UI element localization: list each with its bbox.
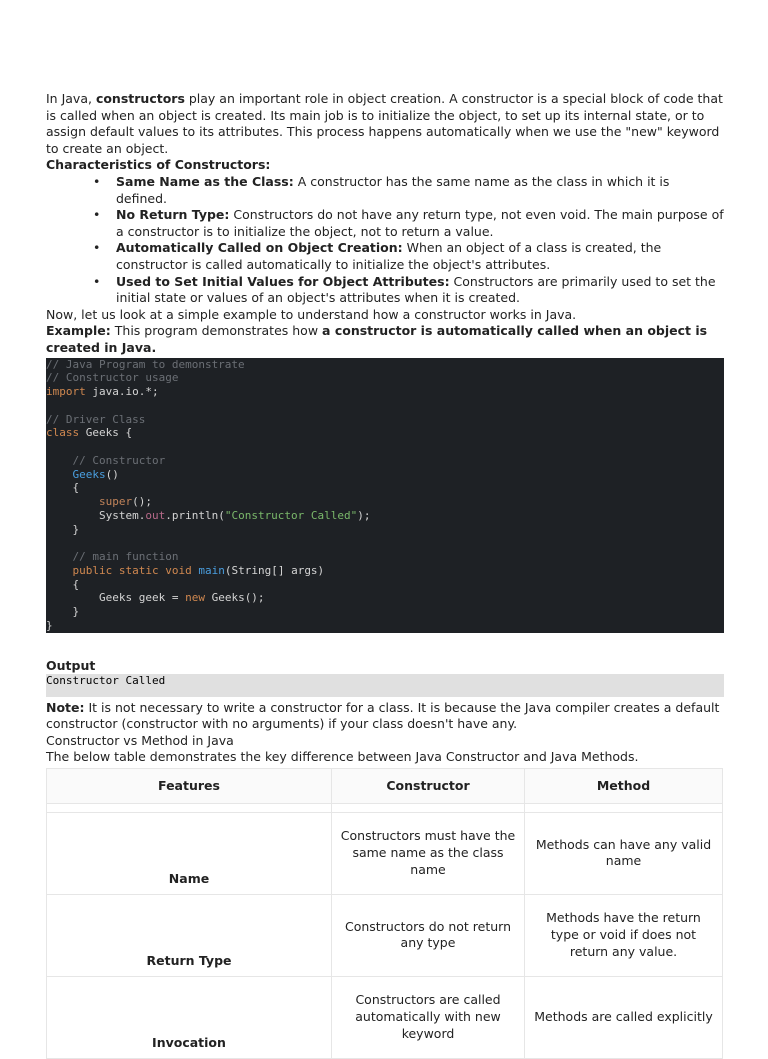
comparison-table [46, 768, 723, 1059]
code-comment: // main function [46, 550, 179, 563]
section-heading: Constructor vs Method in Java [46, 732, 234, 748]
code-blank [46, 536, 724, 550]
characteristics-heading: Characteristics of Constructors: [46, 157, 271, 173]
list-item: • Automatically Called on Object Creation: When an object of a class is created, the constructor is called automatically to initialize the object's attributes. [116, 240, 724, 273]
table-intro: The below table demonstrates the key difference between Java Constructor and Java Methods. [46, 749, 639, 765]
code-line: super(); [98, 495, 152, 508]
list-item: • Same Name as the Class: A constructor has the same name as the class in which it is defined. [116, 174, 724, 207]
code-comment: // Constructor usage [46, 371, 179, 385]
code-line: } [46, 618, 53, 632]
list-item: • No Return Type: Constructors do not have any return type, not even void. The main purpose of a constructor is to initialize the object, not to return a value. [116, 207, 724, 240]
output-box[interactable]: Constructor Called [46, 674, 724, 697]
code-blank [46, 399, 724, 413]
example-lead: Now, let us look at a simple example to understand how a constructor works in Java. [46, 306, 577, 322]
code-line: { [46, 577, 80, 591]
intro-text: In Java, [46, 91, 96, 106]
table-header-row [47, 768, 723, 803]
code-line: class Geeks { [46, 426, 133, 440]
article-body [46, 91, 724, 1059]
characteristics-list [46, 174, 724, 307]
note-paragraph: Note: It is not necessary to write a constructor for a class. It is because the Java compiler creates a default constructor (constructor with no arguments) if your class doesn't have any. [46, 699, 720, 732]
intro-paragraph [46, 91, 724, 157]
intro-bold: constructors [95, 91, 185, 106]
code-line: System.out.println("Constructor Called"); [46, 508, 371, 522]
code-blank [46, 440, 724, 454]
header-features: Features [47, 768, 332, 803]
code-line: public static void main(String[] args) [72, 563, 325, 577]
code-line: Geeks geek = new Geeks(); [46, 591, 265, 605]
code-comment: // Driver Class [46, 412, 146, 426]
header-constructor: Constructor [332, 768, 525, 803]
code-line: } [46, 522, 80, 536]
table-row: Return Type Constructors do not return any type Methods have the return type or void if does not return any value. [47, 894, 723, 976]
intro-text-rest: play an important role in object creation. A constructor is a special block of code that is called when an object is created. Its main job is to initialize the object, to set up its internal state, or to assign default values to its attributes. This process happens automatically when we use the "new" keyword to create an object. [46, 91, 723, 156]
code-comment: // Java Program to demonstrate [46, 357, 245, 371]
code-comment: // Constructor [46, 453, 166, 467]
code-line: } [46, 605, 80, 618]
header-method: Method [525, 768, 723, 803]
table-row: Name Constructors must have the same name as the class name Methods can have any valid name [47, 812, 723, 894]
list-item: • Used to Set Initial Values for Object Attributes: Constructors are primarily used to set the initial state or values of an object's attributes when it is created. [116, 274, 724, 307]
code-line: { [46, 481, 80, 495]
code-block[interactable] [46, 358, 724, 633]
output-label: Output [46, 657, 96, 673]
code-line: Geeks() [72, 467, 119, 481]
code-line: import java.io.*; [46, 385, 159, 398]
example-line: Example: This program demonstrates how a constructor is automatically called when an object is created in Java. [46, 323, 708, 355]
table-row: Invocation Constructors are called automatically with new keyword Methods are called explicitly [47, 976, 723, 1058]
